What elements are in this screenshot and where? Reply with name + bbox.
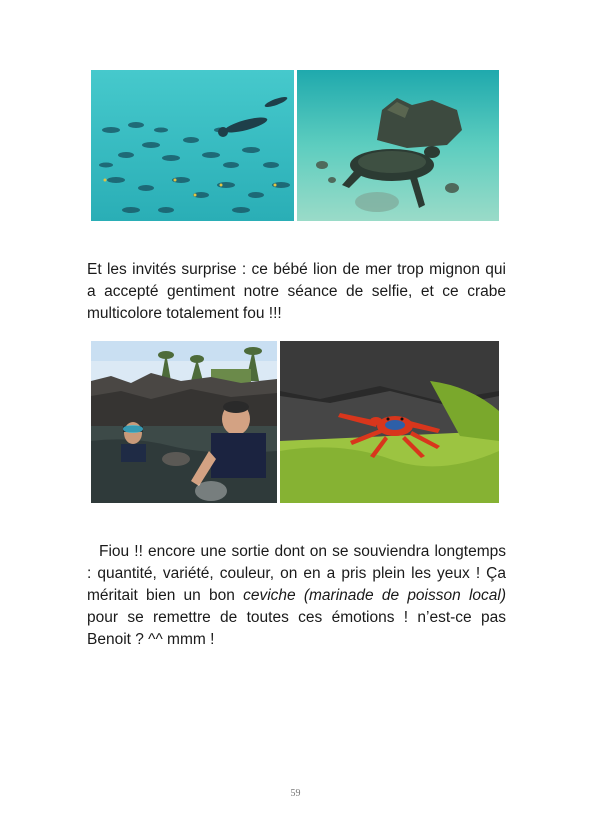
crab-image xyxy=(280,341,499,503)
photo-selfie-sea-lion xyxy=(91,341,277,503)
photo-fish-school xyxy=(91,70,294,221)
paragraph-outing-summary xyxy=(87,541,506,651)
paragraph-text-start: Fiou !! encore une sortie dont on se souviendra longtemps : quantité, variété, couleur, on en a pris plein les yeux ! Ça méritait bien un bon xyxy=(87,543,506,604)
photo-sea-turtle xyxy=(297,70,499,221)
sea-turtle-image xyxy=(297,70,499,221)
paragraph-text-italic: ceviche (marinade de poisson local) xyxy=(243,587,506,604)
paragraph-surprise-guests: Et les invités surprise : ce bébé lion de mer trop mignon qui a accepté gentiment notre séance de selfie, et ce crabe multicolore totalement fou !!! xyxy=(87,261,506,322)
selfie-image xyxy=(91,341,277,503)
paragraph-text-end: pour se remettre de toutes ces émotions ! n’est-ce pas Benoit ? ^^ mmm ! xyxy=(87,609,506,648)
photo-red-crab xyxy=(280,341,499,503)
fish-school-image xyxy=(91,70,294,221)
page-number: 59 xyxy=(290,788,301,799)
